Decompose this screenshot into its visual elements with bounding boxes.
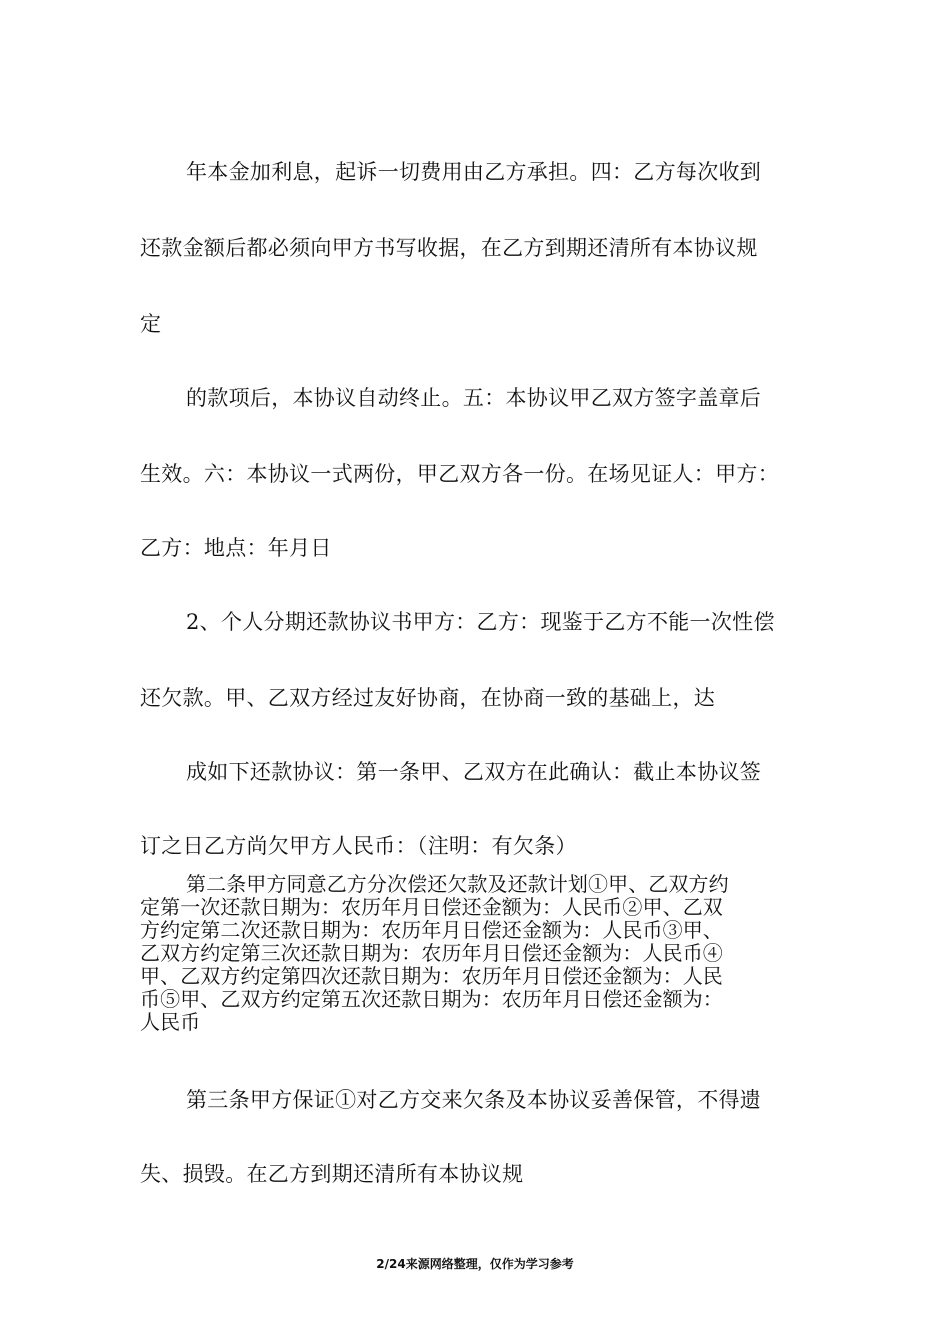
tail-line-1: 第三条甲方保证①对乙方交来欠条及本协议妥善保管，不得遗 (186, 1088, 762, 1112)
repayment-plan-line-5: 甲、乙双方约定第四次还款日期为：农历年月日偿还金额为：人民 (140, 964, 723, 988)
paragraph-line-6: 乙方：地点：年月日 (140, 536, 332, 560)
repayment-plan-line-2: 定第一次还款日期为：农历年月日偿还金额为：人民币②甲、乙双 (140, 895, 723, 919)
repayment-plan-line-6: 币⑤甲、乙双方约定第五次还款日期为：农历年月日偿还金额为： (140, 987, 723, 1011)
paragraph-line-3: 定 (140, 312, 162, 336)
repayment-plan-line-4: 乙双方约定第三次还款日期为：农历年月日偿还金额为：人民币④ (140, 941, 723, 965)
paragraph-line-10: 订之日乙方尚欠甲方人民币：（注明：有欠条） (140, 834, 577, 858)
paragraph-line-5: 生效。六：本协议一式两份，甲乙双方各一份。在场见证人：甲方： (140, 462, 779, 486)
paragraph-line-1: 年本金加利息，起诉一切费用由乙方承担。四：乙方每次收到 (186, 160, 762, 184)
repayment-plan-line-1: 第二条甲方同意乙方分次偿还欠款及还款计划①甲、乙双方约 (186, 872, 729, 896)
paragraph-line-7: 2、个人分期还款协议书甲方：乙方：现鉴于乙方不能一次性偿 (186, 610, 775, 634)
page-footer: 2/24来源网络整理，仅作为学习参考 (376, 1257, 574, 1271)
paragraph-line-2: 还款金额后都必须向甲方书写收据，在乙方到期还清所有本协议规 (140, 236, 758, 260)
repayment-plan-line-3: 方约定第二次还款日期为：农历年月日偿还金额为：人民币③甲、 (140, 918, 723, 942)
paragraph-line-4: 的款项后，本协议自动终止。五：本协议甲乙双方签字盖章后 (186, 386, 762, 410)
repayment-plan-paragraph (140, 873, 800, 1034)
paragraph-line-9: 成如下还款协议：第一条甲、乙双方在此确认：截止本协议签 (186, 760, 762, 784)
repayment-plan-line-7: 人民币 (140, 1010, 201, 1034)
paragraph-line-8: 还欠款。甲、乙双方经过友好协商，在协商一致的基础上，达 (140, 686, 716, 710)
tail-line-2: 失、损毁。在乙方到期还清所有本协议规 (140, 1162, 524, 1186)
